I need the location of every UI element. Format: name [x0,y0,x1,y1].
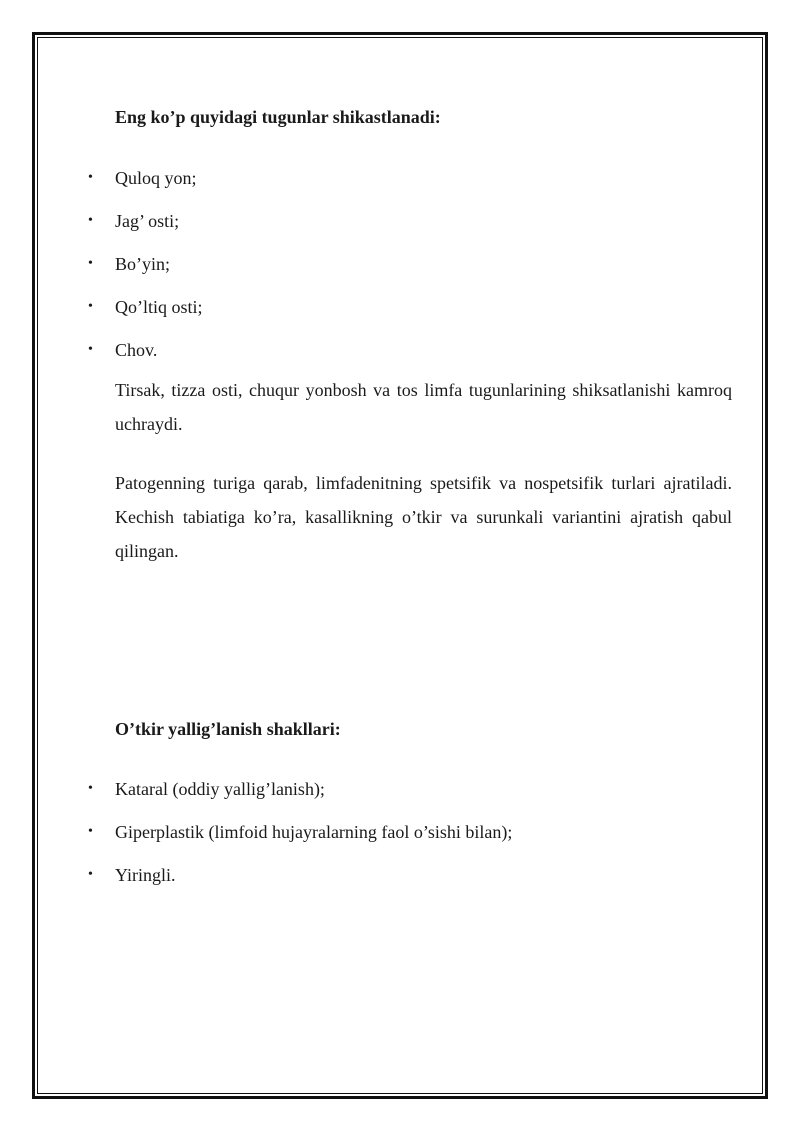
bullet-icon: • [88,299,93,314]
affected-nodes-list [85,167,203,382]
bullet-icon: • [88,170,93,185]
list-item: • Giperplastik (limfoid hujayralarning faol o’sishi bilan); [88,822,513,842]
bullet-icon: • [88,256,93,271]
acute-forms-list [85,778,512,907]
list-item: • Qo’ltiq osti; [88,297,203,317]
paragraph-rare-nodes: Tirsak, tizza osti, chuqur yonbosh va tos limfa tugunlarining shiksatlanishi kamroq uchraydi. [115,380,732,434]
bullet-icon: • [88,213,93,228]
section-heading-affected-nodes: Eng ko’p quyidagi tugunlar shikastlanadi: [115,107,441,127]
bullet-icon: • [88,781,93,796]
bullet-icon: • [88,867,93,882]
section-heading-acute-forms: O’tkir yallig’lanish shakllari: [115,719,341,739]
list-item: • Kataral (oddiy yallig’lanish); [88,779,325,799]
paragraph-classification: Patogenning turiga qarab, limfadenitning spetsifik va nospetsifik turlari ajratiladi. Kechish tabiatiga ko’ra, kasallikning o’tkir va surunkali variantini ajratish qabul qilingan. [115,473,732,561]
list-item: • Jag’ osti; [88,211,180,231]
bullet-icon: • [88,342,93,357]
list-item: • Quloq yon; [88,168,197,188]
bullet-icon: • [88,824,93,839]
list-item: • Chov. [88,340,158,360]
list-item: • Yiringli. [88,865,176,885]
list-item: • Bo’yin; [88,254,171,274]
